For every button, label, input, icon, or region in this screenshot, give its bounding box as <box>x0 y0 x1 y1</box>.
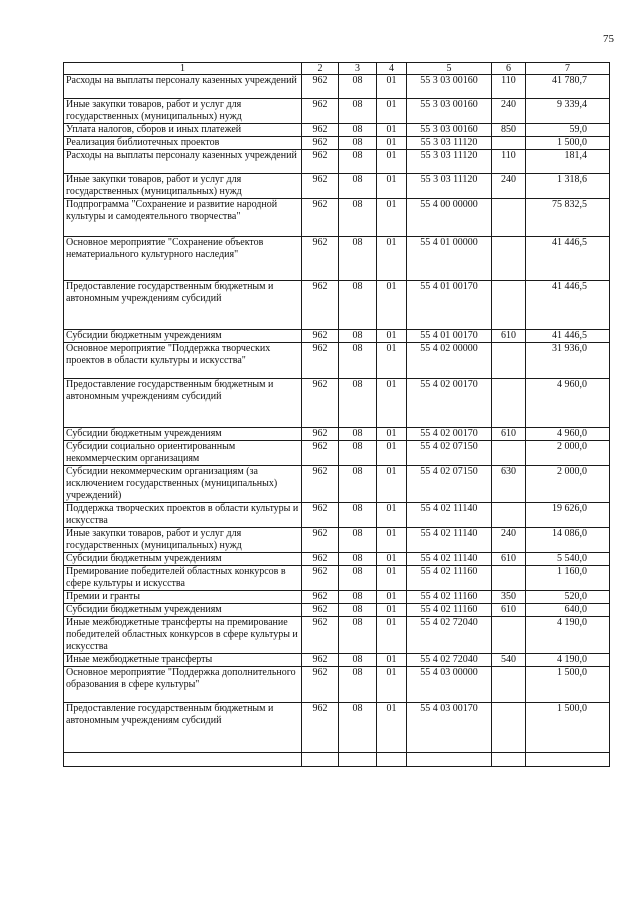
cell-csr: 55 4 02 00170 <box>407 428 492 441</box>
table-body <box>64 63 610 767</box>
cell-vr <box>492 667 526 703</box>
cell-pr: 01 <box>377 281 407 330</box>
cell-csr: 55 3 03 11120 <box>407 150 492 174</box>
blank-cell <box>526 753 610 767</box>
cell-pr: 01 <box>377 174 407 199</box>
cell-grbs: 962 <box>302 281 339 330</box>
cell-vr: 110 <box>492 75 526 99</box>
cell-csr: 55 3 03 11120 <box>407 137 492 150</box>
cell-pr: 01 <box>377 654 407 667</box>
cell-sum: 1 318,6 <box>526 174 610 199</box>
cell-sum: 41 446,5 <box>526 330 610 343</box>
cell-vr: 610 <box>492 330 526 343</box>
cell-rz: 08 <box>339 566 377 591</box>
cell-grbs: 962 <box>302 503 339 528</box>
cell-vr: 540 <box>492 654 526 667</box>
cell-sum: 1 500,0 <box>526 703 610 753</box>
cell-vr: 240 <box>492 528 526 553</box>
cell-pr: 01 <box>377 703 407 753</box>
cell-grbs: 962 <box>302 237 339 281</box>
cell-grbs: 962 <box>302 566 339 591</box>
cell-csr: 55 4 02 72040 <box>407 654 492 667</box>
cell-grbs: 962 <box>302 591 339 604</box>
cell-sum: 9 339,4 <box>526 99 610 124</box>
cell-pr: 01 <box>377 99 407 124</box>
cell-rz: 08 <box>339 150 377 174</box>
cell-sum: 31 936,0 <box>526 343 610 379</box>
cell-pr: 01 <box>377 343 407 379</box>
cell-vr: 350 <box>492 591 526 604</box>
cell-pr: 01 <box>377 330 407 343</box>
cell-rz: 08 <box>339 654 377 667</box>
cell-vr: 630 <box>492 466 526 503</box>
cell-grbs: 962 <box>302 553 339 566</box>
cell-sum: 1 500,0 <box>526 667 610 703</box>
table-row <box>64 281 610 330</box>
cell-sum: 181,4 <box>526 150 610 174</box>
cell-csr: 55 4 01 00170 <box>407 281 492 330</box>
cell-name: Субсидии бюджетным учреждениям <box>64 553 302 566</box>
table-row <box>64 330 610 343</box>
cell-pr: 01 <box>377 428 407 441</box>
cell-csr: 55 4 03 00000 <box>407 667 492 703</box>
cell-grbs: 962 <box>302 330 339 343</box>
table-row <box>64 617 610 654</box>
cell-grbs: 962 <box>302 199 339 237</box>
cell-rz: 08 <box>339 441 377 466</box>
cell-vr: 240 <box>492 174 526 199</box>
cell-name: Расходы на выплаты персоналу казенных учреждений <box>64 75 302 99</box>
table-row <box>64 199 610 237</box>
cell-sum: 75 832,5 <box>526 199 610 237</box>
cell-rz: 08 <box>339 199 377 237</box>
cell-pr: 01 <box>377 237 407 281</box>
cell-name: Основное мероприятие "Поддержка творческих проектов в области культуры и искусства" <box>64 343 302 379</box>
cell-rz: 08 <box>339 553 377 566</box>
blank-cell <box>302 753 339 767</box>
cell-sum: 640,0 <box>526 604 610 617</box>
cell-name: Основное мероприятие "Поддержка дополнительного образования в сфере культуры" <box>64 667 302 703</box>
cell-pr: 01 <box>377 667 407 703</box>
cell-vr: 240 <box>492 99 526 124</box>
cell-grbs: 962 <box>302 604 339 617</box>
cell-csr: 55 4 00 00000 <box>407 199 492 237</box>
cell-rz: 08 <box>339 528 377 553</box>
page-number: 75 <box>603 33 614 45</box>
table-row <box>64 466 610 503</box>
cell-vr <box>492 237 526 281</box>
cell-vr <box>492 199 526 237</box>
cell-grbs: 962 <box>302 617 339 654</box>
cell-grbs: 962 <box>302 466 339 503</box>
cell-vr <box>492 281 526 330</box>
cell-name: Иные закупки товаров, работ и услуг для государственных (муниципальных) нужд <box>64 99 302 124</box>
cell-sum: 41 446,5 <box>526 281 610 330</box>
blank-cell <box>407 753 492 767</box>
cell-name: Иные межбюджетные трансферты на премирование победителей областных конкурсов в сфере культуры и искусства <box>64 617 302 654</box>
cell-pr: 01 <box>377 137 407 150</box>
cell-name: Расходы на выплаты персоналу казенных учреждений <box>64 150 302 174</box>
cell-name: Премирование победителей областных конкурсов в сфере культуры и искусства <box>64 566 302 591</box>
cell-csr: 55 4 02 11160 <box>407 566 492 591</box>
cell-pr: 01 <box>377 466 407 503</box>
cell-rz: 08 <box>339 281 377 330</box>
cell-grbs: 962 <box>302 99 339 124</box>
cell-pr: 01 <box>377 503 407 528</box>
cell-rz: 08 <box>339 428 377 441</box>
cell-rz: 08 <box>339 667 377 703</box>
cell-sum: 1 500,0 <box>526 137 610 150</box>
cell-vr <box>492 617 526 654</box>
cell-vr: 850 <box>492 124 526 137</box>
cell-csr: 55 4 03 00170 <box>407 703 492 753</box>
cell-rz: 08 <box>339 466 377 503</box>
blank-cell <box>492 753 526 767</box>
blank-cell <box>377 753 407 767</box>
cell-pr: 01 <box>377 553 407 566</box>
table-row-blank <box>64 753 610 767</box>
table-row <box>64 441 610 466</box>
header-row <box>64 63 610 75</box>
cell-name: Реализация библиотечных проектов <box>64 137 302 150</box>
header-cell: 4 <box>377 63 407 75</box>
cell-vr <box>492 343 526 379</box>
budget-table <box>63 62 610 767</box>
table-row <box>64 528 610 553</box>
cell-pr: 01 <box>377 150 407 174</box>
cell-csr: 55 4 01 00000 <box>407 237 492 281</box>
cell-csr: 55 3 03 00160 <box>407 124 492 137</box>
cell-grbs: 962 <box>302 343 339 379</box>
cell-name: Предоставление государственным бюджетным и автономным учреждениям субсидий <box>64 281 302 330</box>
table-row <box>64 343 610 379</box>
table-row <box>64 174 610 199</box>
cell-name: Иные закупки товаров, работ и услуг для государственных (муниципальных) нужд <box>64 174 302 199</box>
cell-csr: 55 4 02 00000 <box>407 343 492 379</box>
cell-grbs: 962 <box>302 654 339 667</box>
cell-rz: 08 <box>339 503 377 528</box>
cell-grbs: 962 <box>302 441 339 466</box>
cell-csr: 55 3 03 00160 <box>407 99 492 124</box>
cell-name: Иные межбюджетные трансферты <box>64 654 302 667</box>
header-cell: 7 <box>526 63 610 75</box>
cell-rz: 08 <box>339 237 377 281</box>
cell-pr: 01 <box>377 617 407 654</box>
cell-csr: 55 4 02 07150 <box>407 441 492 466</box>
cell-vr <box>492 703 526 753</box>
cell-name: Субсидии бюджетным учреждениям <box>64 330 302 343</box>
cell-csr: 55 4 02 11140 <box>407 503 492 528</box>
cell-rz: 08 <box>339 124 377 137</box>
table-row <box>64 553 610 566</box>
cell-grbs: 962 <box>302 124 339 137</box>
cell-csr: 55 4 02 11140 <box>407 553 492 566</box>
cell-sum: 5 540,0 <box>526 553 610 566</box>
cell-grbs: 962 <box>302 150 339 174</box>
cell-grbs: 962 <box>302 379 339 428</box>
cell-grbs: 962 <box>302 703 339 753</box>
cell-vr: 610 <box>492 553 526 566</box>
table-row <box>64 99 610 124</box>
cell-vr: 110 <box>492 150 526 174</box>
cell-name: Субсидии некоммерческим организациям (за исключением государственных (муниципальных) учреждений) <box>64 466 302 503</box>
cell-vr <box>492 441 526 466</box>
header-cell: 1 <box>64 63 302 75</box>
cell-name: Уплата налогов, сборов и иных платежей <box>64 124 302 137</box>
cell-sum: 1 160,0 <box>526 566 610 591</box>
table-row <box>64 566 610 591</box>
cell-rz: 08 <box>339 617 377 654</box>
blank-cell <box>339 753 377 767</box>
table-row <box>64 237 610 281</box>
cell-pr: 01 <box>377 566 407 591</box>
cell-name: Подпрограмма "Сохранение и развитие народной культуры и самодеятельного творчества" <box>64 199 302 237</box>
cell-csr: 55 4 02 72040 <box>407 617 492 654</box>
header-cell: 2 <box>302 63 339 75</box>
header-cell: 6 <box>492 63 526 75</box>
cell-sum: 19 626,0 <box>526 503 610 528</box>
cell-pr: 01 <box>377 75 407 99</box>
table-row <box>64 654 610 667</box>
cell-name: Иные закупки товаров, работ и услуг для государственных (муниципальных) нужд <box>64 528 302 553</box>
cell-csr: 55 4 02 11160 <box>407 604 492 617</box>
cell-vr: 610 <box>492 604 526 617</box>
cell-sum: 2 000,0 <box>526 441 610 466</box>
cell-rz: 08 <box>339 137 377 150</box>
cell-sum: 2 000,0 <box>526 466 610 503</box>
cell-csr: 55 4 01 00170 <box>407 330 492 343</box>
cell-name: Премии и гранты <box>64 591 302 604</box>
table-row <box>64 503 610 528</box>
cell-rz: 08 <box>339 75 377 99</box>
cell-rz: 08 <box>339 174 377 199</box>
cell-grbs: 962 <box>302 174 339 199</box>
header-cell: 3 <box>339 63 377 75</box>
cell-sum: 4 190,0 <box>526 617 610 654</box>
header-cell: 5 <box>407 63 492 75</box>
cell-pr: 01 <box>377 124 407 137</box>
cell-pr: 01 <box>377 528 407 553</box>
cell-name: Предоставление государственным бюджетным и автономным учреждениям субсидий <box>64 379 302 428</box>
cell-name: Основное мероприятие "Сохранение объектов нематериального культурного наследия" <box>64 237 302 281</box>
cell-pr: 01 <box>377 591 407 604</box>
cell-name: Поддержка творческих проектов в области культуры и искусства <box>64 503 302 528</box>
cell-grbs: 962 <box>302 137 339 150</box>
cell-name: Субсидии социально ориентированным некоммерческим организациям <box>64 441 302 466</box>
cell-csr: 55 4 02 11160 <box>407 591 492 604</box>
table-row <box>64 379 610 428</box>
cell-csr: 55 4 02 11140 <box>407 528 492 553</box>
cell-pr: 01 <box>377 379 407 428</box>
cell-csr: 55 4 02 07150 <box>407 466 492 503</box>
cell-grbs: 962 <box>302 528 339 553</box>
cell-name: Субсидии бюджетным учреждениям <box>64 428 302 441</box>
cell-csr: 55 3 03 00160 <box>407 75 492 99</box>
cell-vr: 610 <box>492 428 526 441</box>
cell-rz: 08 <box>339 343 377 379</box>
cell-rz: 08 <box>339 604 377 617</box>
cell-sum: 520,0 <box>526 591 610 604</box>
cell-sum: 4 960,0 <box>526 379 610 428</box>
table-row <box>64 703 610 753</box>
cell-csr: 55 4 02 00170 <box>407 379 492 428</box>
table-row <box>64 150 610 174</box>
cell-rz: 08 <box>339 330 377 343</box>
table-row <box>64 124 610 137</box>
cell-pr: 01 <box>377 199 407 237</box>
cell-sum: 41 446,5 <box>526 237 610 281</box>
cell-rz: 08 <box>339 99 377 124</box>
table-row <box>64 428 610 441</box>
table-row <box>64 137 610 150</box>
cell-sum: 41 780,7 <box>526 75 610 99</box>
cell-sum: 59,0 <box>526 124 610 137</box>
cell-grbs: 962 <box>302 667 339 703</box>
cell-grbs: 962 <box>302 75 339 99</box>
cell-rz: 08 <box>339 591 377 604</box>
cell-vr <box>492 503 526 528</box>
table-row <box>64 667 610 703</box>
cell-csr: 55 3 03 11120 <box>407 174 492 199</box>
cell-pr: 01 <box>377 604 407 617</box>
cell-sum: 4 960,0 <box>526 428 610 441</box>
cell-rz: 08 <box>339 703 377 753</box>
table-row <box>64 75 610 99</box>
cell-sum: 4 190,0 <box>526 654 610 667</box>
table-row <box>64 604 610 617</box>
cell-sum: 14 086,0 <box>526 528 610 553</box>
cell-rz: 08 <box>339 379 377 428</box>
blank-cell <box>64 753 302 767</box>
cell-vr <box>492 566 526 591</box>
cell-grbs: 962 <box>302 428 339 441</box>
cell-name: Субсидии бюджетным учреждениям <box>64 604 302 617</box>
table-row <box>64 591 610 604</box>
cell-name: Предоставление государственным бюджетным и автономным учреждениям субсидий <box>64 703 302 753</box>
cell-vr <box>492 137 526 150</box>
cell-pr: 01 <box>377 441 407 466</box>
cell-vr <box>492 379 526 428</box>
